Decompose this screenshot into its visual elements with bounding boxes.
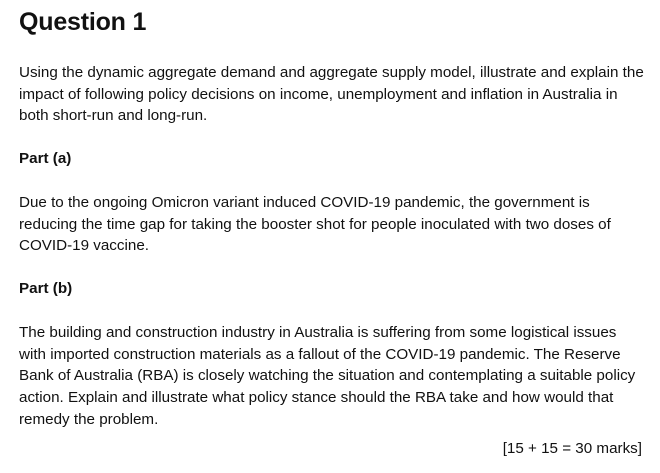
- part-b-heading: Part (b): [19, 280, 73, 297]
- part-b-text: The building and construction industry in Australia is suffering from some logistical issues with imported construction materials as a fallout of the COVID-19 pandemic. The Reserve Bank of Australia (RBA) is closely watching the situation and contemplating a suitable policy action. Explain and illustrate what policy stance should the RBA take and how would that remedy the problem.: [19, 324, 636, 428]
- question-title: Question 1: [19, 8, 147, 36]
- part-a-heading: Part (a): [19, 150, 72, 167]
- question-intro: Using the dynamic aggregate demand and aggregate supply model, illustrate and explain the impact of following policy decisions on income, unemployment and inflation in Australia in both short-run and long-run.: [19, 64, 644, 125]
- part-a-text: Due to the ongoing Omicron variant induced COVID-19 pandemic, the government is reducing the time gap for taking the booster shot for people inoculated with two doses of COVID-19 vaccine.: [19, 194, 611, 255]
- marks-allocation: [15 + 15 = 30 marks]: [502, 440, 642, 457]
